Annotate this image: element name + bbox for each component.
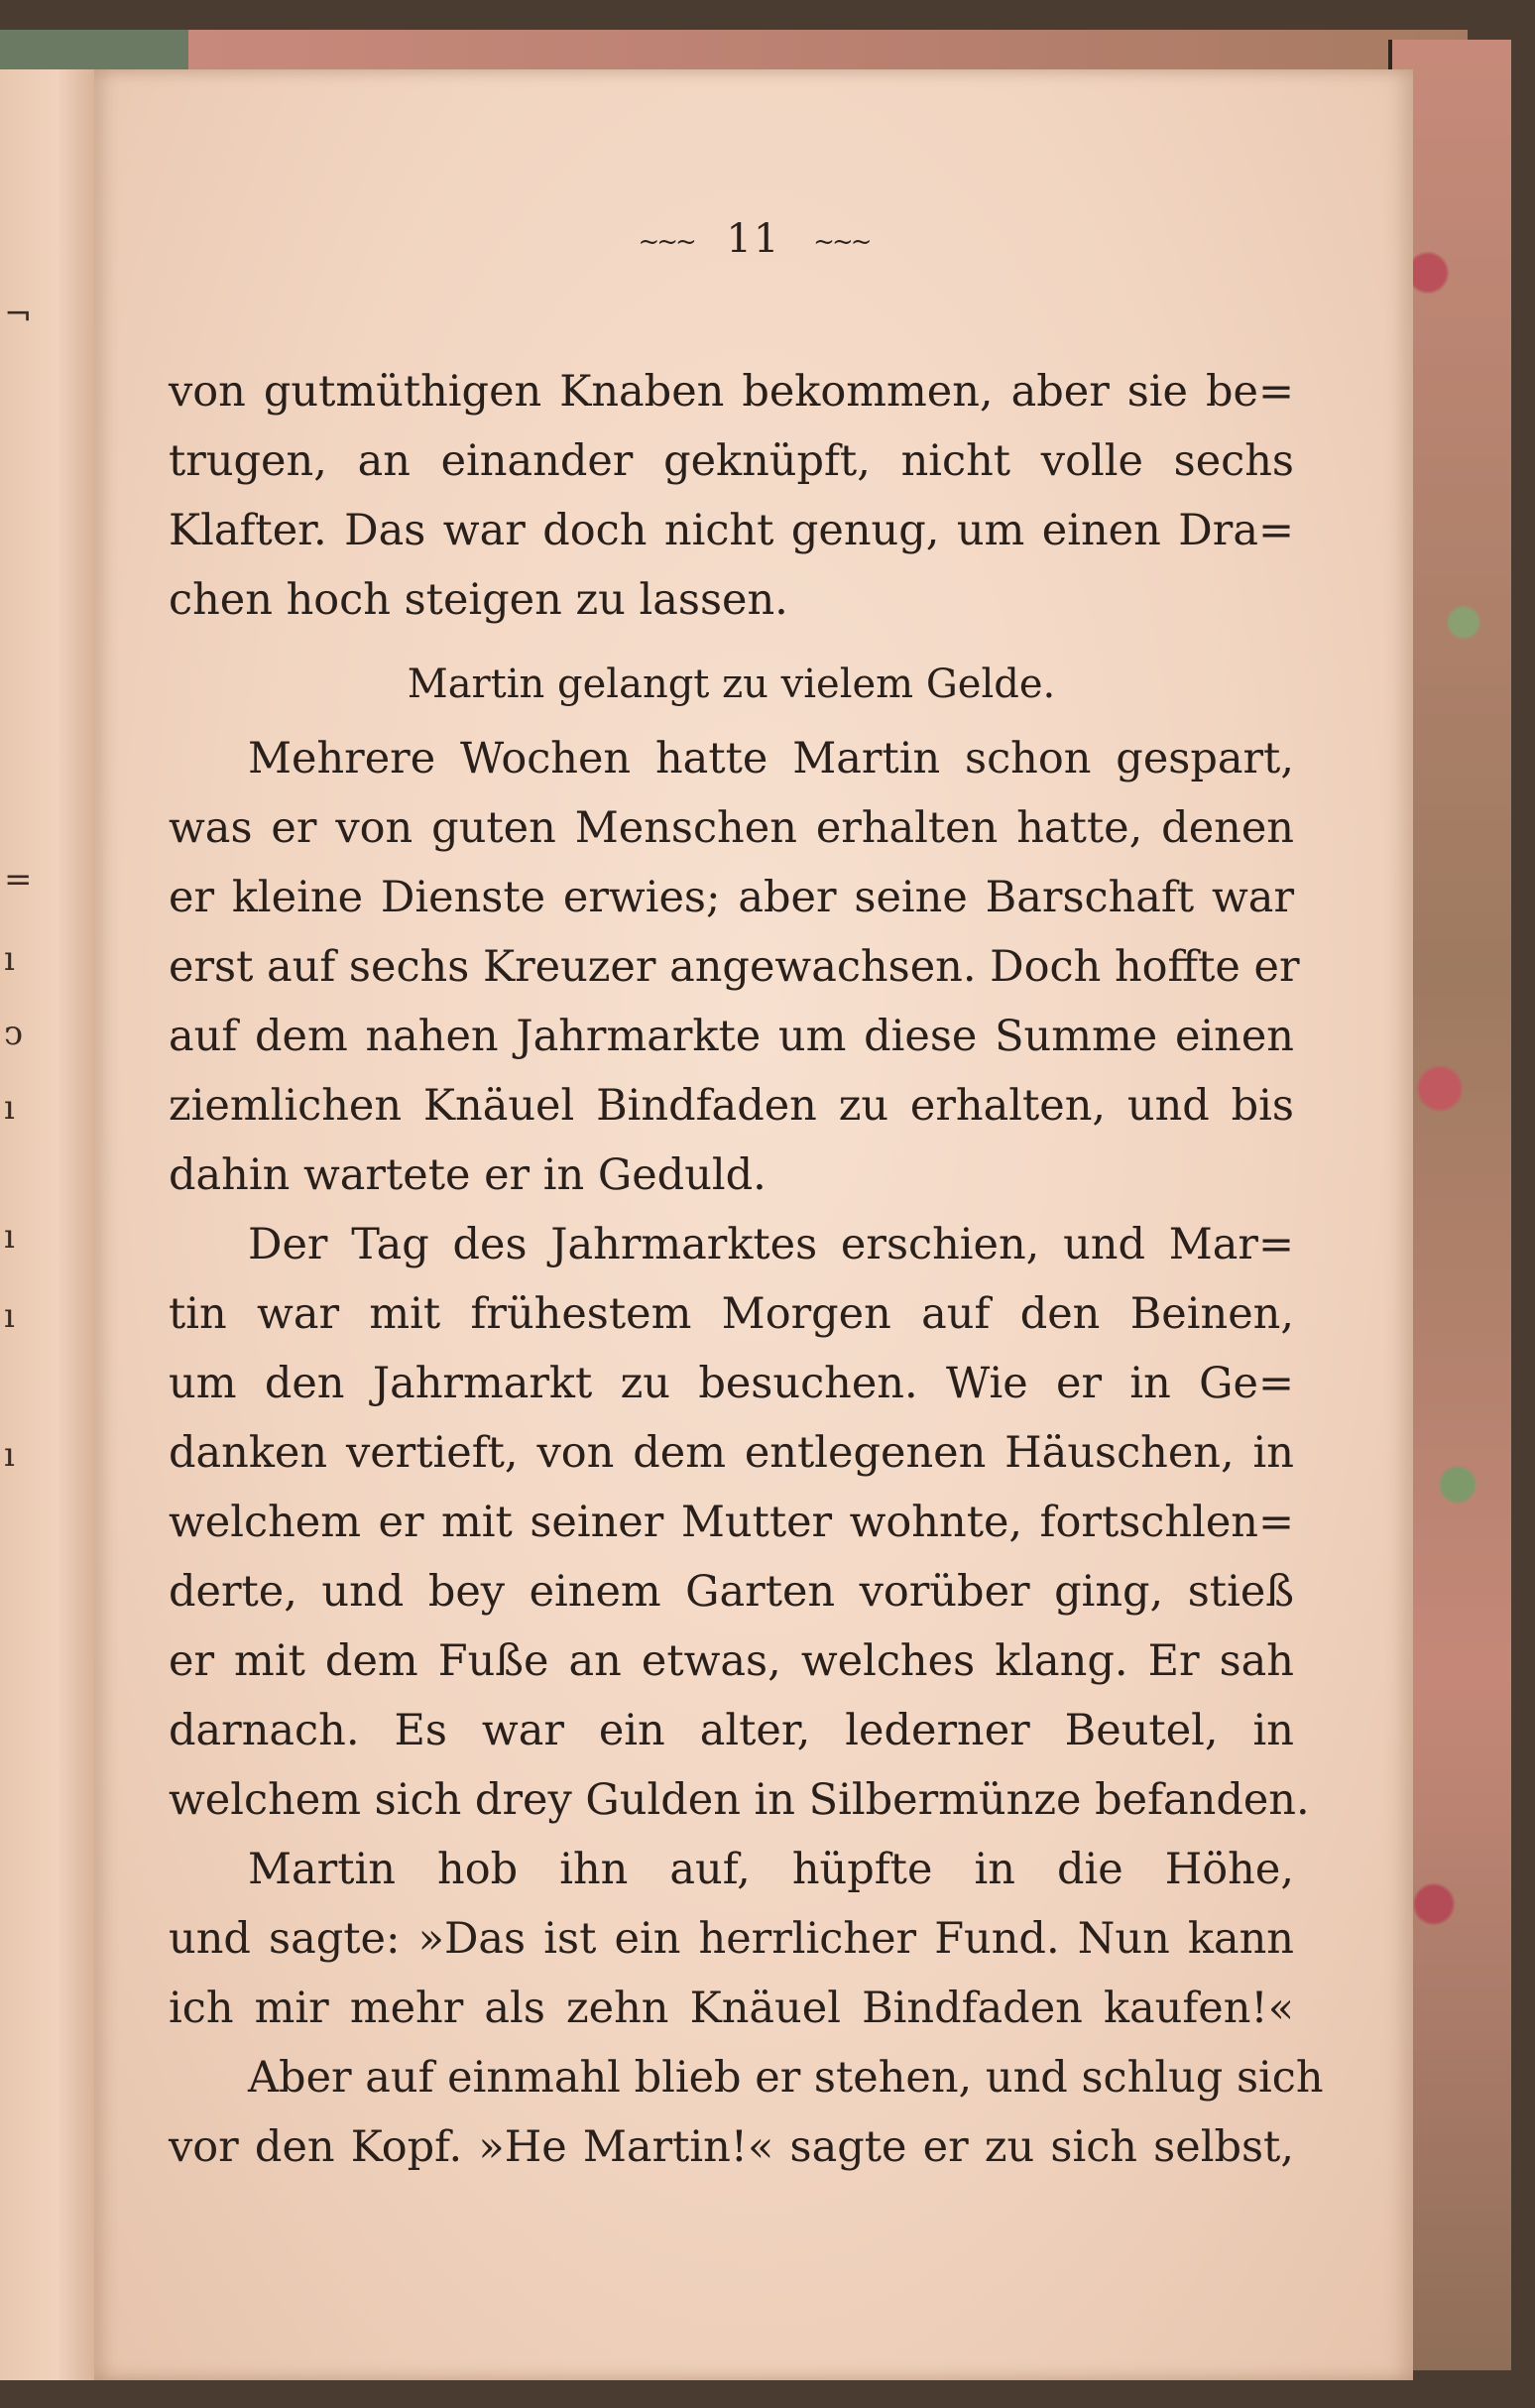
left-page-mark: =	[4, 860, 33, 900]
text-line: trugen, an einander geknüpft, nicht volle sechs	[169, 436, 1294, 486]
text-line: vor den Kopf. »He Martin!« sagte er zu sich selbst,	[169, 2122, 1294, 2172]
previous-page-edge	[0, 69, 97, 2380]
text-line: Aber auf einmahl blieb er stehen, und schlug sich	[248, 2053, 1324, 2103]
page-text	[169, 357, 1324, 2182]
section-heading: Martin gelangt zu vielem Gelde.	[407, 662, 1056, 707]
left-page-mark: ı	[4, 1435, 15, 1475]
header-ornament-right: ~~~	[813, 227, 870, 257]
text-line: erst auf sechs Kreuzer angewachsen. Doch hoffte er	[169, 942, 1300, 992]
text-line: ich mir mehr als zehn Knäuel Bindfaden kaufen!«	[169, 1984, 1294, 2033]
text-line: danken vertieft, von dem entlegenen Häuschen, in	[169, 1428, 1294, 1478]
header-ornament-left: ~~~	[638, 227, 694, 257]
text-line: welchem er mit seiner Mutter wohnte, fortschlen=	[169, 1498, 1294, 1547]
text-line: er mit dem Fuße an etwas, welches klang. Er sah	[169, 1636, 1294, 1686]
text-line: was er von guten Menschen erhalten hatte, denen	[169, 803, 1294, 853]
text-line: dahin wartete er in Geduld.	[169, 1150, 767, 1200]
left-page-mark: ı	[4, 1296, 15, 1336]
left-page-mark: ı	[4, 939, 15, 979]
left-page-mark: ↄ	[4, 1014, 24, 1053]
left-page-mark: ¬	[4, 295, 33, 334]
left-page-mark: ı	[4, 1217, 15, 1257]
text-line: Klafter. Das war doch nicht genug, um einen Dra=	[169, 506, 1294, 555]
text-line: er kleine Dienste erwies; aber seine Barschaft war	[169, 873, 1294, 922]
text-line: Mehrere Wochen hatte Martin schon gespart,	[248, 734, 1294, 783]
text-line: von gutmüthigen Knaben bekommen, aber sie be=	[169, 367, 1294, 417]
page-header	[94, 216, 1413, 262]
text-line: tin war mit frühestem Morgen auf den Beinen,	[169, 1289, 1294, 1339]
text-line: auf dem nahen Jahrmarkte um diese Summe einen	[169, 1012, 1294, 1061]
text-line: ziemlichen Knäuel Bindfaden zu erhalten, und bis	[169, 1081, 1294, 1131]
text-line: Der Tag des Jahrmarktes erschien, und Mar=	[248, 1220, 1294, 1269]
book-page	[94, 69, 1413, 2380]
text-line: und sagte: »Das ist ein herrlicher Fund. Nun kann	[169, 1914, 1294, 1964]
text-line: chen hoch steigen zu lassen.	[169, 575, 788, 625]
text-line: Martin hob ihn auf, hüpfte in die Höhe,	[248, 1845, 1294, 1894]
left-page-mark: ı	[4, 1088, 15, 1128]
text-line: derte, und bey einem Garten vorüber ging, stieß	[169, 1567, 1294, 1617]
text-line: darnach. Es war ein alter, lederner Beutel, in	[169, 1706, 1294, 1755]
page-number: 11	[726, 216, 781, 262]
text-line: welchem sich drey Gulden in Silbermünze befanden.	[169, 1775, 1310, 1825]
text-line: um den Jahrmarkt zu besuchen. Wie er in Ge=	[169, 1359, 1294, 1408]
